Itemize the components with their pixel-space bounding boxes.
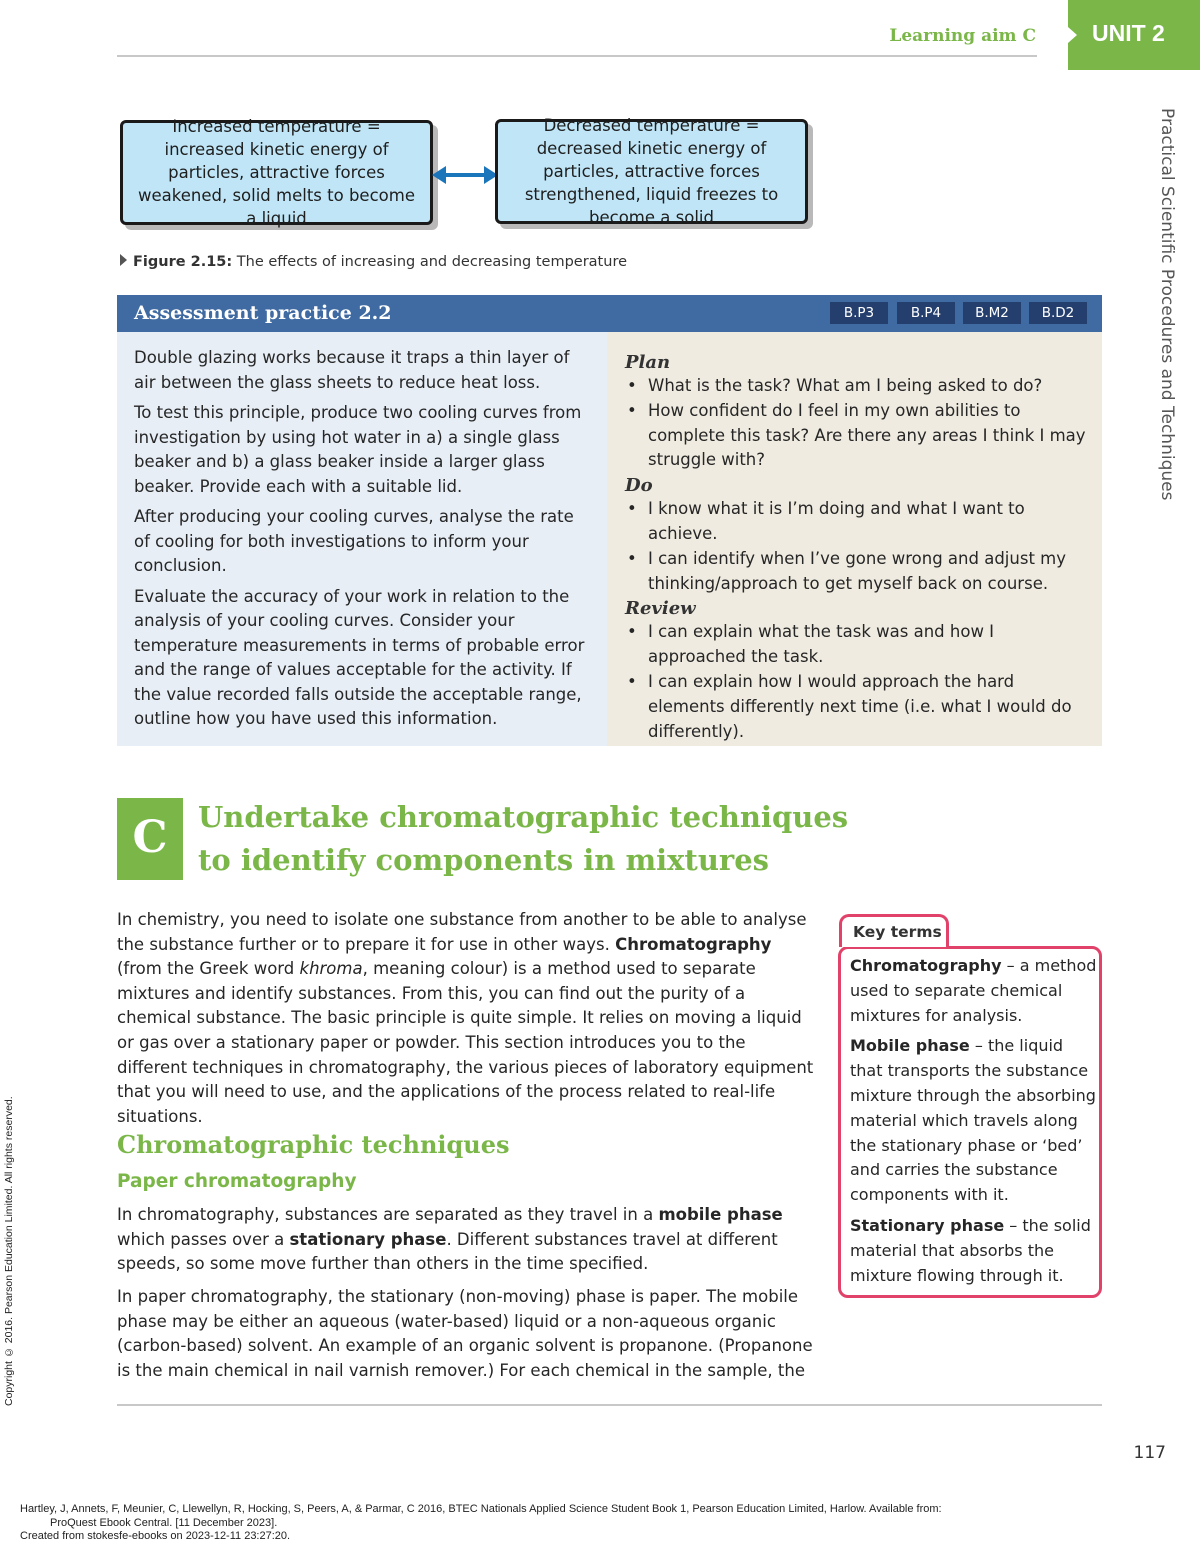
side-title: Practical Scientific Procedures and Techniques: [1157, 108, 1177, 501]
italic-word: khroma: [299, 959, 363, 979]
text-run: . Different substances travel at different speeds, so some move further than others in the time specified.: [117, 1229, 778, 1274]
criteria-badge: B.D2: [1029, 302, 1087, 324]
list-item: • How confident do I feel in my own abilities to complete this task? Are there any areas I think I may struggle with?: [625, 399, 1088, 473]
section-heading-line: to identify components in mixtures: [198, 843, 769, 877]
assessment-task-panel: [117, 332, 607, 746]
text-run: In chromatography, substances are separated as they travel in a: [117, 1205, 659, 1224]
key-term-word: Chromatography: [850, 956, 1002, 975]
task-paragraph: Double glazing works because it traps a thin layer of air between the glass sheets to reduce heat loss.: [134, 348, 570, 392]
key-term-definition: – a method used to separate chemical mixtures for analysis.: [850, 956, 1097, 1025]
assessment-title: Assessment practice 2.2: [134, 302, 392, 324]
do-list: [625, 497, 1088, 596]
citation: [20, 1503, 1180, 1544]
figure-box-increased: [120, 117, 433, 228]
section-letter-block: C: [117, 798, 183, 880]
key-term-word: Mobile phase: [850, 1036, 970, 1056]
task-paragraph: To test this principle, produce two cooling curves from investigation by using hot water in a) a single glass beaker and b) a glass beaker inside a larger glass beaker. Provide each with a suitable lid.: [134, 403, 582, 496]
caption-triangle-icon: [120, 254, 127, 266]
unit-tab: [1068, 0, 1200, 70]
citation-line: Hartley, J, Annets, F, Meunier, C, Llewellyn, R, Hocking, S, Peers, A, & Parmar, C 2016, BTEC Nationals Applied Science Student Book 1, Pearson Education Limited, Harlow. Available from:: [20, 1503, 942, 1515]
list-item: • I can identify when I’ve gone wrong and adjust my thinking/approach to get myself back on course.: [625, 547, 1088, 597]
criteria-badge: B.M2: [963, 302, 1021, 324]
bold-term: stationary phase: [289, 1229, 447, 1249]
caption-label: Figure 2.15:: [133, 254, 233, 270]
bold-term: mobile phase: [658, 1205, 783, 1224]
unit-label: UNIT 2: [1092, 20, 1165, 46]
intro-paragraph: [117, 908, 817, 1129]
tab-notch-icon: [1068, 27, 1077, 43]
criteria-badge: B.P3: [830, 302, 888, 324]
figure-caption: [120, 254, 627, 270]
subheading-paper-chromatography: Paper chromatography: [117, 1171, 357, 1192]
caption-text: The effects of increasing and decreasing temperature: [236, 254, 628, 270]
list-item: • What is the task? What am I being asked to do?: [625, 374, 1088, 399]
page-number: 117: [1133, 1443, 1166, 1463]
copyright-notice: Copyright © 2016. Pearson Education Limited. All rights reserved.: [3, 1096, 15, 1406]
list-item: • I can explain what the task was and how I approached the task.: [625, 620, 1088, 670]
subheading-chromatographic-techniques: Chromatographic techniques: [117, 1130, 510, 1159]
key-term-definition: – the liquid that transports the substance mixture through the absorbing material which travels along the stationary phase or ‘bed’ and carries the substance components with it.: [850, 1036, 1096, 1205]
key-term-word: Stationary phase: [850, 1215, 1005, 1235]
list-item: • I can explain how I would approach the hard elements differently next time (i.e. what I would do differently).: [625, 670, 1088, 744]
key-term: [850, 1034, 1098, 1208]
figure-box-decreased: [495, 116, 808, 227]
text-run: In chemistry, you need to isolate one substance from another to be able to analyse the substance further or to prepare it for use in other ways.: [117, 910, 807, 954]
figure-box-decreased-text: Decreased temperature = decreased kinetic energy of particles, attractive forces strengthened, liquid freezes to become a solid: [524, 116, 779, 227]
list-item: • I know what it is I’m doing and what I want to achieve.: [625, 497, 1088, 547]
assessment-header-bar: [117, 295, 1102, 332]
key-term: [850, 954, 1098, 1028]
plan-list: [625, 374, 1088, 473]
body-paragraph: [117, 1203, 817, 1277]
criteria-badge: B.P4: [897, 302, 955, 324]
task-paragraph: After producing your cooling curves, analyse the rate of cooling for both investigations to inform your conclusion.: [134, 507, 574, 575]
key-term-definition: – the solid material that absorbs the mixture flowing through it.: [850, 1215, 1091, 1285]
review-heading: Review: [625, 598, 696, 620]
text-run: (from the Greek word: [117, 959, 300, 979]
key-terms-content: [850, 954, 1098, 1294]
citation-line: Created from stokesfe-ebooks on 2023-12-11 23:27:20.: [20, 1530, 291, 1542]
section-heading-line: Undertake chromatographic techniques: [198, 800, 849, 834]
header-rule: [117, 55, 1037, 57]
bold-term: Chromatography: [615, 934, 772, 954]
review-list: [625, 620, 1088, 744]
key-terms-label: Key terms: [839, 914, 949, 947]
do-heading: Do: [625, 475, 653, 497]
double-arrow-icon: [430, 163, 500, 187]
section-heading: [198, 796, 848, 882]
text-run: , meaning colour) is a method used to separate mixtures and identify substances. From this, you can find out the purity of a chemical substance. The basic principle is quite simple. It relies on moving a liquid or gas over a stationary paper or powder. This section introduces you to the different techniques in chromatography, the various pieces of laboratory equipment that you will need to use, and the applications of the process related to real-life situations.: [117, 959, 814, 1126]
citation-line: ProQuest Ebook Central. [11 December 2023].: [50, 1516, 278, 1529]
task-paragraph: Evaluate the accuracy of your work in relation to the analysis of your cooling curves. Consider your temperature measurements in terms of probable error and the range of values acceptable for the activity. If the value recorded falls outside the acceptable range, outline how you have used this information.: [134, 586, 585, 728]
plan-heading: Plan: [625, 352, 671, 373]
body-paragraph: In paper chromatography, the stationary (non-moving) phase is paper. The mobile phase may be either an aqueous (water-based) liquid or a non-aqueous organic (carbon-based) solvent. An example of an organic solvent is propanone. (Propanone is the main chemical in nail varnish remover.) For each chemical in the sample, the: [117, 1287, 813, 1380]
key-term: [850, 1214, 1098, 1288]
footer-rule: [117, 1404, 1102, 1406]
figure-box-increased-text: Increased temperature = increased kinetic energy of particles, attractive forces weakened, solid melts to become a liquid: [138, 117, 415, 228]
plan-do-review-panel: [607, 332, 1102, 746]
learning-aim-label: Learning aim C: [889, 26, 1036, 46]
text-run: which passes over a: [117, 1229, 290, 1249]
